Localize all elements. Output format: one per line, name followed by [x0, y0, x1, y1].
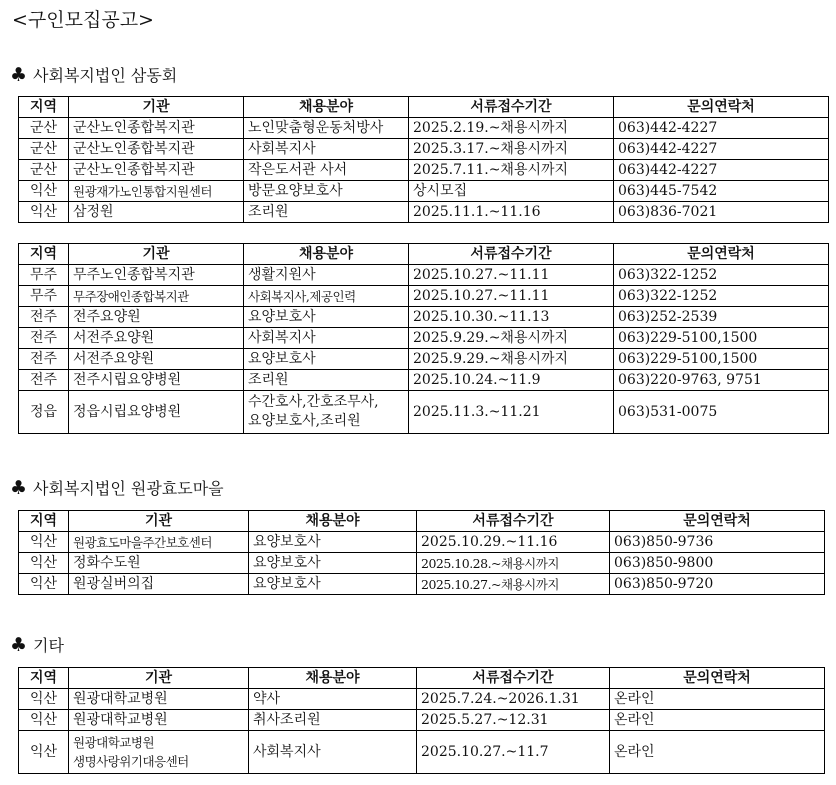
- region-cell: 전주: [19, 328, 69, 349]
- section-heading-wonkwang-hyodo: [10, 476, 224, 499]
- header-region: 지역: [19, 668, 69, 689]
- org-cell: 원광대학교병원: [69, 710, 249, 731]
- region-cell: 익산: [19, 710, 69, 731]
- field-cell: 사회복지사,제공인력: [244, 286, 409, 307]
- club-icon: ♣: [10, 477, 28, 499]
- header-contact: 문의연락처: [614, 97, 829, 118]
- period-cell: 2025.9.29.~채용시까지: [409, 328, 614, 349]
- header-region: 지역: [19, 244, 69, 265]
- header-region: 지역: [19, 97, 69, 118]
- org-cell: 원광실버의집: [69, 574, 249, 595]
- org-cell: 삼정원: [69, 202, 244, 223]
- header-contact: 문의연락처: [610, 668, 825, 689]
- club-icon: ♣: [10, 64, 28, 86]
- period-cell: 2025.11.3.~11.21: [409, 391, 614, 434]
- field-cell: 작은도서관 사서: [244, 160, 409, 181]
- club-icon: ♣: [10, 634, 28, 656]
- table-row: [19, 574, 825, 595]
- header-field: 채용분야: [244, 244, 409, 265]
- period-cell: 2025.10.29.~11.16: [417, 532, 610, 553]
- period-cell: 상시모집: [409, 181, 614, 202]
- region-cell: 군산: [19, 118, 69, 139]
- job-table-other: [18, 667, 825, 774]
- table-row: [19, 202, 829, 223]
- table-row: [19, 139, 829, 160]
- org-cell: 무주장애인종합복지관: [69, 286, 244, 307]
- contact-cell: 온라인: [610, 710, 825, 731]
- period-cell: 2025.10.27.~11.11: [409, 286, 614, 307]
- period-cell: 2025.5.27.~12.31: [417, 710, 610, 731]
- org-cell: 전주시립요양병원: [69, 370, 244, 391]
- field-cell: 생활지원사: [244, 265, 409, 286]
- job-table-wonkwang-hyodo: [18, 510, 825, 595]
- contact-cell: 063)850-9800: [610, 553, 825, 574]
- header-period: 서류접수기간: [417, 511, 610, 532]
- period-cell: 2025.7.11.~채용시까지: [409, 160, 614, 181]
- table-row: [19, 731, 825, 774]
- org-cell: 정읍시립요양병원: [69, 391, 244, 434]
- region-cell: 전주: [19, 307, 69, 328]
- header-org: 기관: [69, 511, 249, 532]
- contact-cell: 063)442-4227: [614, 118, 829, 139]
- region-cell: 전주: [19, 349, 69, 370]
- table-row: [19, 391, 829, 434]
- org-cell: 원광효도마을주간보호센터: [69, 532, 249, 553]
- header-period: 서류접수기간: [409, 244, 614, 265]
- period-cell: 2025.9.29.~채용시까지: [409, 349, 614, 370]
- table-row: [19, 118, 829, 139]
- field-cell: 사회복지사: [244, 139, 409, 160]
- org-cell: 군산노인종합복지관: [69, 118, 244, 139]
- header-field: 채용분야: [249, 511, 417, 532]
- table-row: [19, 349, 829, 370]
- table-row: [19, 181, 829, 202]
- page-title: <구인모집공고>: [12, 9, 154, 31]
- org-cell: 군산노인종합복지관: [69, 139, 244, 160]
- header-field: 채용분야: [249, 668, 417, 689]
- table-row: [19, 286, 829, 307]
- field-cell: 조리원: [244, 370, 409, 391]
- job-table-samdong-2: [18, 243, 829, 434]
- contact-cell: 063)836-7021: [614, 202, 829, 223]
- header-period: 서류접수기간: [409, 97, 614, 118]
- table-row: [19, 160, 829, 181]
- field-cell: 약사: [249, 689, 417, 710]
- contact-cell: 온라인: [610, 731, 825, 774]
- contact-cell: 063)322-1252: [614, 265, 829, 286]
- table-header-row: [19, 244, 829, 265]
- org-cell: 원광재가노인통합지원센터: [69, 181, 244, 202]
- contact-cell: 063)229-5100,1500: [614, 328, 829, 349]
- org-cell: 무주노인종합복지관: [69, 265, 244, 286]
- region-cell: 익산: [19, 731, 69, 774]
- contact-cell: 063)220-9763, 9751: [614, 370, 829, 391]
- org-cell: 군산노인종합복지관: [69, 160, 244, 181]
- region-cell: 군산: [19, 160, 69, 181]
- period-cell: 2025.10.27.~채용시까지: [417, 574, 610, 595]
- period-cell: 2025.7.24.~2026.1.31: [417, 689, 610, 710]
- table-row: [19, 532, 825, 553]
- region-cell: 익산: [19, 202, 69, 223]
- org-cell: 정화수도원: [69, 553, 249, 574]
- period-cell: 2025.2.19.~채용시까지: [409, 118, 614, 139]
- contact-cell: 온라인: [610, 689, 825, 710]
- field-cell: 요양보호사: [244, 307, 409, 328]
- header-field: 채용분야: [244, 97, 409, 118]
- table-header-row: [19, 97, 829, 118]
- region-cell: 군산: [19, 139, 69, 160]
- table-row: [19, 370, 829, 391]
- section-heading-samdong: [10, 63, 177, 86]
- field-cell: 노인맞춤형운동처방사: [244, 118, 409, 139]
- field-cell: 사회복지사: [244, 328, 409, 349]
- header-org: 기관: [69, 668, 249, 689]
- header-org: 기관: [69, 97, 244, 118]
- region-cell: 무주: [19, 265, 69, 286]
- field-cell: 취사조리원: [249, 710, 417, 731]
- region-cell: 익산: [19, 553, 69, 574]
- job-table-samdong-1: [18, 96, 829, 223]
- region-cell: 익산: [19, 181, 69, 202]
- table-row: [19, 307, 829, 328]
- table-row: [19, 265, 829, 286]
- field-cell: 방문요양보호사: [244, 181, 409, 202]
- field-cell: 요양보호사: [244, 349, 409, 370]
- period-cell: 2025.10.27.~11.11: [409, 265, 614, 286]
- region-cell: 익산: [19, 532, 69, 553]
- period-cell: 2025.10.30.~11.13: [409, 307, 614, 328]
- field-cell: 수간호사,간호조무사, 요양보호사,조리원: [244, 391, 409, 434]
- section-heading-other: [10, 633, 64, 656]
- org-cell: 원광대학교병원 생명사랑위기대응센터: [69, 731, 249, 774]
- section-heading-label: 사회복지법인 삼동회: [33, 66, 178, 85]
- contact-cell: 063)445-7542: [614, 181, 829, 202]
- period-cell: 2025.3.17.~채용시까지: [409, 139, 614, 160]
- contact-cell: 063)229-5100,1500: [614, 349, 829, 370]
- header-contact: 문의연락처: [610, 511, 825, 532]
- header-contact: 문의연락처: [614, 244, 829, 265]
- contact-cell: 063)442-4227: [614, 160, 829, 181]
- period-cell: 2025.10.27.~11.7: [417, 731, 610, 774]
- field-cell: 사회복지사: [249, 731, 417, 774]
- table-header-row: [19, 511, 825, 532]
- header-region: 지역: [19, 511, 69, 532]
- contact-cell: 063)850-9736: [610, 532, 825, 553]
- table-row: [19, 710, 825, 731]
- region-cell: 전주: [19, 370, 69, 391]
- period-cell: 2025.11.1.~11.16: [409, 202, 614, 223]
- table-row: [19, 328, 829, 349]
- org-cell: 전주요양원: [69, 307, 244, 328]
- contact-cell: 063)252-2539: [614, 307, 829, 328]
- region-cell: 익산: [19, 689, 69, 710]
- field-cell: 요양보호사: [249, 574, 417, 595]
- table-header-row: [19, 668, 825, 689]
- header-period: 서류접수기간: [417, 668, 610, 689]
- field-cell: 요양보호사: [249, 553, 417, 574]
- field-cell: 요양보호사: [249, 532, 417, 553]
- field-cell: 조리원: [244, 202, 409, 223]
- period-cell: 2025.10.28.~채용시까지: [417, 553, 610, 574]
- contact-cell: 063)442-4227: [614, 139, 829, 160]
- region-cell: 정읍: [19, 391, 69, 434]
- org-cell: 서전주요양원: [69, 349, 244, 370]
- table-row: [19, 689, 825, 710]
- region-cell: 무주: [19, 286, 69, 307]
- org-cell: 원광대학교병원: [69, 689, 249, 710]
- table-row: [19, 553, 825, 574]
- period-cell: 2025.10.24.~11.9: [409, 370, 614, 391]
- section-heading-label: 기타: [33, 636, 64, 655]
- contact-cell: 063)322-1252: [614, 286, 829, 307]
- org-cell: 서전주요양원: [69, 328, 244, 349]
- contact-cell: 063)531-0075: [614, 391, 829, 434]
- region-cell: 익산: [19, 574, 69, 595]
- contact-cell: 063)850-9720: [610, 574, 825, 595]
- header-org: 기관: [69, 244, 244, 265]
- section-heading-label: 사회복지법인 원광효도마을: [33, 479, 224, 498]
